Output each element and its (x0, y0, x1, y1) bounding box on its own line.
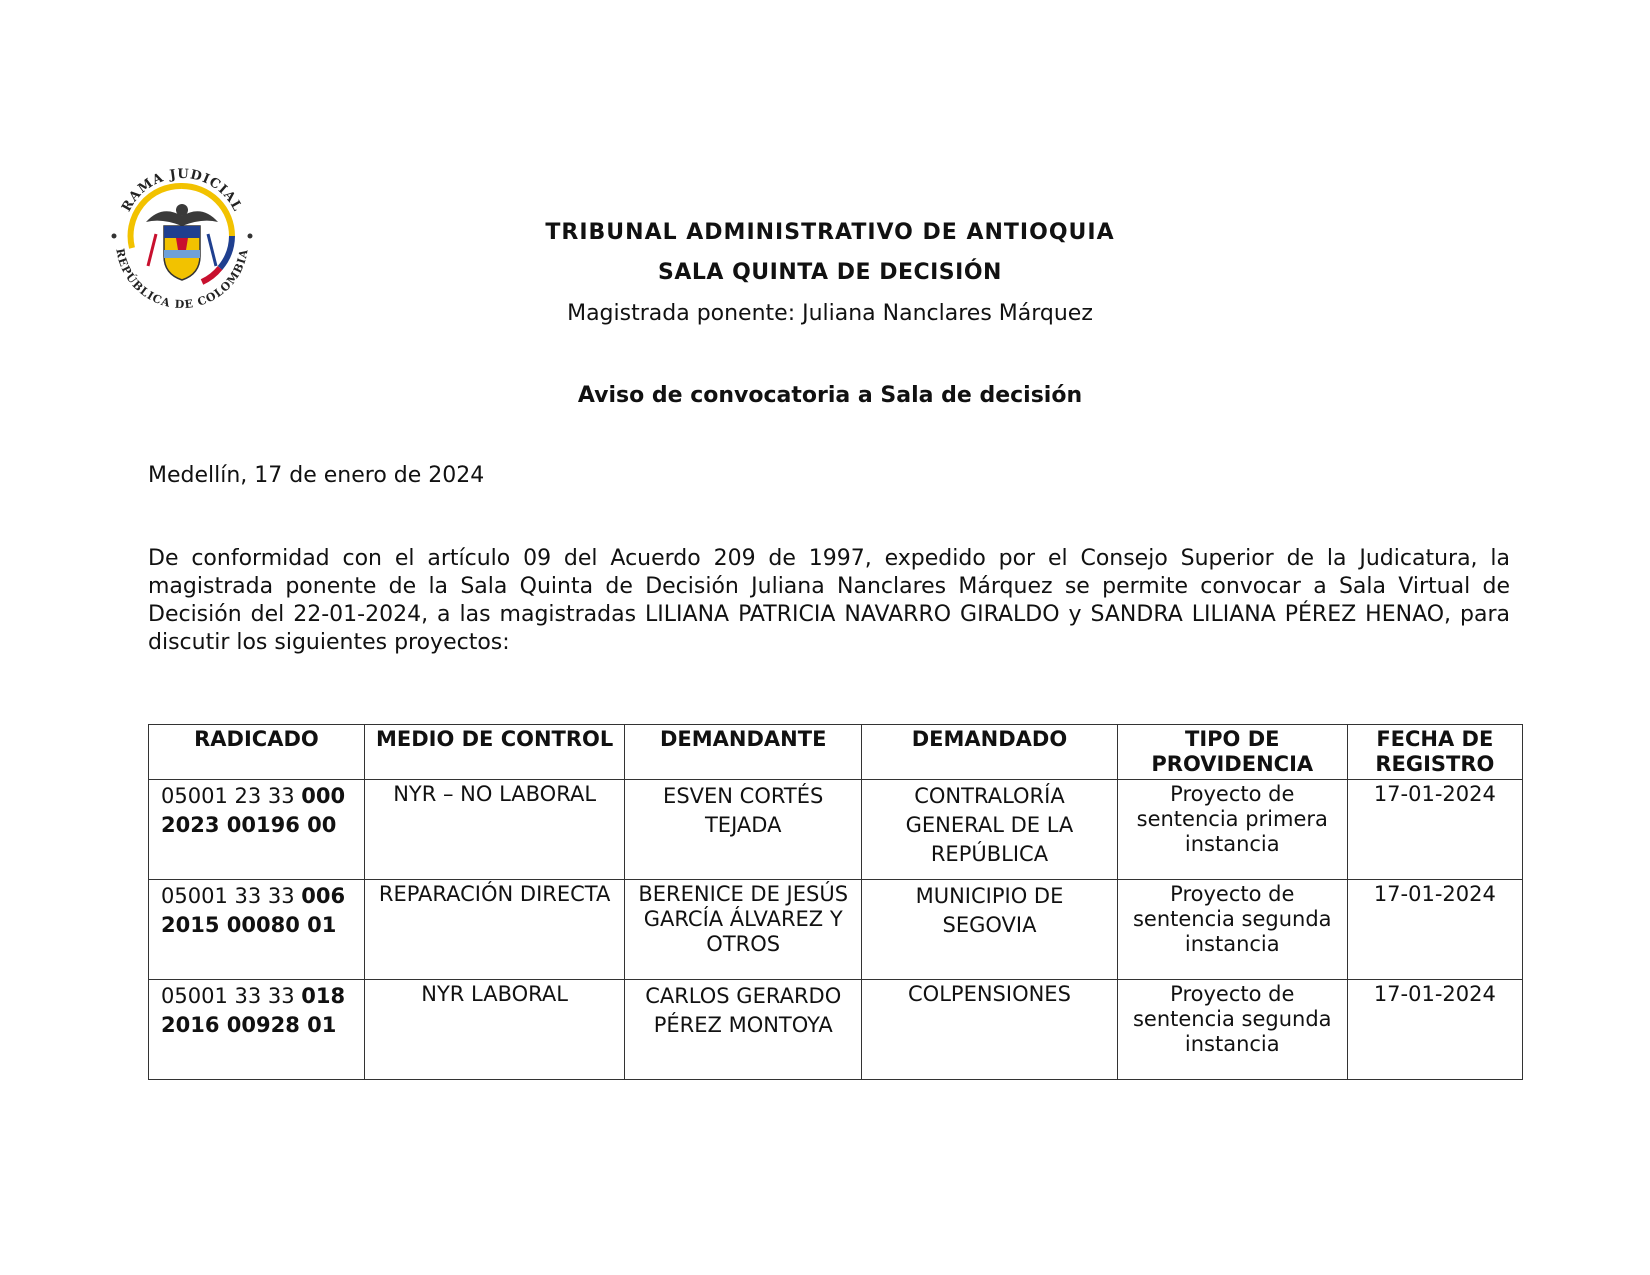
radicado-bold-suffix: 2023 00196 00 (161, 813, 337, 837)
svg-text:RAMA JUDICIAL: RAMA JUDICIAL (119, 166, 245, 215)
table-row (149, 980, 1523, 1080)
radicado-cell (149, 780, 365, 880)
demandado-cell: CONTRALORÍA GENERAL DE LA REPÚBLICA (862, 780, 1118, 880)
radicado-bold-part: 018 (301, 984, 346, 1008)
magistrate-line: Magistrada ponente: Juliana Nanclares Márquez (567, 301, 1093, 326)
tipo-cell: Proyecto de sentencia segunda instancia (1117, 980, 1347, 1080)
medio-cell: REPARACIÓN DIRECTA (364, 880, 624, 980)
radicado-prefix: 05001 33 33 (161, 984, 302, 1008)
radicado-prefix: 05001 23 33 (161, 784, 302, 808)
demandante-cell: BERENICE DE JESÚS GARCÍA ÁLVAREZ Y OTROS (625, 880, 862, 980)
demandante-cell: ESVEN CORTÉS TEJADA (625, 780, 862, 880)
radicado-cell (149, 880, 365, 980)
fecha-cell: 17-01-2024 (1347, 780, 1522, 880)
rama-judicial-seal-logo (102, 156, 262, 316)
radicado-cell (149, 980, 365, 1080)
table-header-row (149, 725, 1523, 780)
radicado-bold-suffix: 2015 00080 01 (161, 913, 337, 937)
header-radicado: RADICADO (149, 725, 365, 780)
demandado-cell: MUNICIPIO DE SEGOVIA (862, 880, 1118, 980)
header-medio-de-control: MEDIO DE CONTROL (364, 725, 624, 780)
medio-cell: NYR LABORAL (364, 980, 624, 1080)
table-row (149, 780, 1523, 880)
svg-text:REPÚBLICA DE COLOMBIA: REPÚBLICA DE COLOMBIA (113, 247, 251, 312)
date-line: Medellín, 17 de enero de 2024 (148, 463, 485, 488)
table-row (149, 880, 1523, 980)
header-demandado: DEMANDADO (862, 725, 1118, 780)
projects-table (148, 724, 1523, 1080)
fecha-cell: 17-01-2024 (1347, 880, 1522, 980)
header-fecha-de-registro: FECHA DE REGISTRO (1347, 725, 1522, 780)
radicado-prefix: 05001 33 33 (161, 884, 302, 908)
demandado-cell: COLPENSIONES (862, 980, 1118, 1080)
tipo-cell: Proyecto de sentencia segunda instancia (1117, 880, 1347, 980)
body-paragraph: De conformidad con el artículo 09 del Acuerdo 209 de 1997, expedido por el Consejo Superior de la Judicatura, la magistrada ponente de la Sala Quinta de Decisión Juliana Nanclares Márquez se permite convocar a Sala Virtual de Decisión del 22-01-2024, a las magistradas LILIANA PATRICIA NAVARRO GIRALDO y SANDRA LILIANA PÉREZ HENAO, para discutir los siguientes proyectos: (148, 546, 1510, 655)
tipo-cell: Proyecto de sentencia primera instancia (1117, 780, 1347, 880)
notice-title: Aviso de convocatoria a Sala de decisión (577, 383, 1083, 408)
demandante-cell: CARLOS GERARDO PÉREZ MONTOYA (625, 980, 862, 1080)
radicado-bold-suffix: 2016 00928 01 (161, 1013, 337, 1037)
radicado-bold-part: 006 (301, 884, 346, 908)
fecha-cell: 17-01-2024 (1347, 980, 1522, 1080)
radicado-bold-part: 000 (301, 784, 346, 808)
chamber-name-heading: SALA QUINTA DE DECISIÓN (658, 260, 1002, 285)
medio-cell: NYR – NO LABORAL (364, 780, 624, 880)
header-demandante: DEMANDANTE (625, 725, 862, 780)
header-tipo-de-providencia: TIPO DE PROVIDENCIA (1117, 725, 1347, 780)
court-name-heading: TRIBUNAL ADMINISTRATIVO DE ANTIOQUIA (545, 220, 1115, 245)
